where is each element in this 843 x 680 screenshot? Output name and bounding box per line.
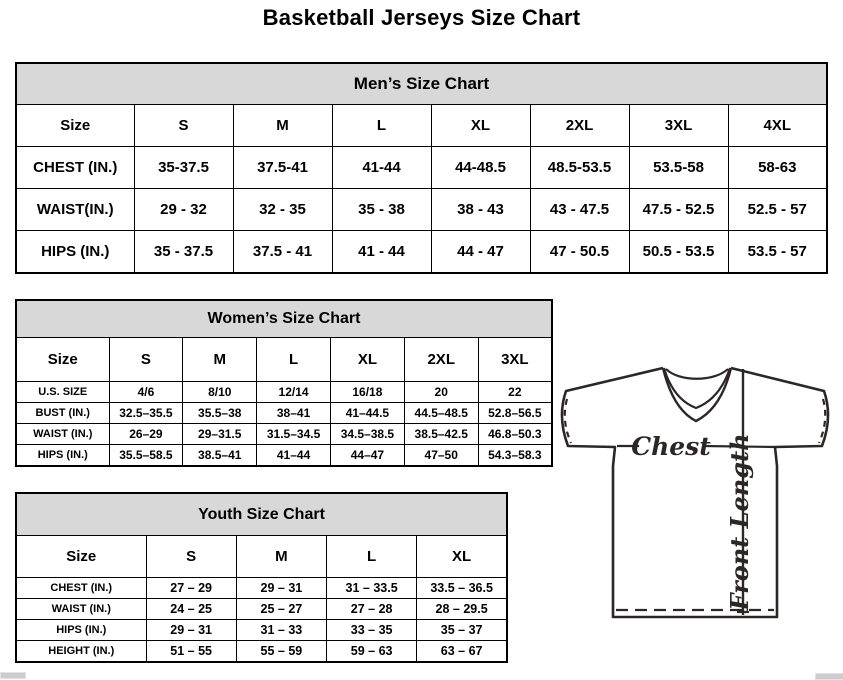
size-value-cell: 58-63	[728, 147, 827, 189]
row-label: U.S. SIZE	[16, 382, 109, 403]
size-value-cell: 46.8–50.3	[478, 424, 552, 445]
row-label: HIPS (IN.)	[16, 231, 134, 274]
column-header: XL	[431, 105, 530, 147]
size-value-cell: 16/18	[330, 382, 404, 403]
column-header: 2XL	[530, 105, 629, 147]
size-value-cell: 53.5 - 57	[728, 231, 827, 274]
size-value-cell: 27 – 28	[327, 599, 417, 620]
table-row	[16, 189, 827, 231]
column-header: L	[332, 105, 431, 147]
size-value-cell: 29 - 32	[134, 189, 233, 231]
table-row	[16, 403, 552, 424]
size-value-cell: 43 - 47.5	[530, 189, 629, 231]
row-label: WAIST(IN.)	[16, 189, 134, 231]
column-header: Size	[16, 536, 146, 578]
size-value-cell: 53.5-58	[629, 147, 728, 189]
column-header: S	[146, 536, 236, 578]
size-value-cell: 55 – 59	[236, 641, 326, 663]
chest-label: Chest	[631, 432, 711, 461]
size-value-cell: 52.5 - 57	[728, 189, 827, 231]
size-value-cell: 26–29	[109, 424, 183, 445]
horizontal-scrollbar-thumb[interactable]	[0, 672, 26, 679]
table-row	[16, 620, 507, 641]
front-length-label: Front Length	[725, 433, 754, 611]
size-value-cell: 38 - 43	[431, 189, 530, 231]
size-value-cell: 35 - 38	[332, 189, 431, 231]
size-value-cell: 41 - 44	[332, 231, 431, 274]
size-value-cell: 12/14	[257, 382, 331, 403]
mens-size-table	[15, 62, 828, 274]
size-value-cell: 41-44	[332, 147, 431, 189]
page-title: Basketball Jerseys Size Chart	[262, 5, 581, 30]
size-value-cell: 63 – 67	[417, 641, 507, 663]
size-value-cell: 38–41	[257, 403, 331, 424]
size-value-cell: 41–44	[257, 445, 331, 467]
column-header: XL	[417, 536, 507, 578]
column-header: 3XL	[629, 105, 728, 147]
size-value-cell: 35 – 37	[417, 620, 507, 641]
row-label: CHEST (IN.)	[16, 578, 146, 599]
size-value-cell: 54.3–58.3	[478, 445, 552, 467]
size-value-cell: 44-48.5	[431, 147, 530, 189]
size-value-cell: 4/6	[109, 382, 183, 403]
jersey-outline	[562, 368, 828, 617]
column-header: M	[183, 338, 257, 382]
size-value-cell: 48.5-53.5	[530, 147, 629, 189]
column-header: Size	[16, 105, 134, 147]
size-value-cell: 33 – 35	[327, 620, 417, 641]
table-caption: Men’s Size Chart	[16, 63, 827, 105]
size-value-cell: 31 – 33.5	[327, 578, 417, 599]
column-header-row	[16, 536, 507, 578]
column-header: L	[327, 536, 417, 578]
size-value-cell: 8/10	[183, 382, 257, 403]
table-row	[16, 445, 552, 467]
size-value-cell: 35.5–58.5	[109, 445, 183, 467]
table-row	[16, 641, 507, 663]
size-value-cell: 44.5–48.5	[404, 403, 478, 424]
column-header: M	[233, 105, 332, 147]
row-label: HIPS (IN.)	[16, 620, 146, 641]
womens-size-table	[15, 299, 553, 467]
row-label: HIPS (IN.)	[16, 445, 109, 467]
size-value-cell: 29 – 31	[236, 578, 326, 599]
size-value-cell: 35.5–38	[183, 403, 257, 424]
table-row	[16, 147, 827, 189]
size-value-cell: 31 – 33	[236, 620, 326, 641]
size-value-cell: 47.5 - 52.5	[629, 189, 728, 231]
size-value-cell: 34.5–38.5	[330, 424, 404, 445]
column-header-row	[16, 338, 552, 382]
size-value-cell: 47 - 50.5	[530, 231, 629, 274]
column-header: Size	[16, 338, 109, 382]
row-label: CHEST (IN.)	[16, 147, 134, 189]
size-value-cell: 29 – 31	[146, 620, 236, 641]
table-row	[16, 424, 552, 445]
size-value-cell: 59 – 63	[327, 641, 417, 663]
size-value-cell: 27 – 29	[146, 578, 236, 599]
table-caption: Youth Size Chart	[16, 493, 507, 536]
size-value-cell: 25 – 27	[236, 599, 326, 620]
size-value-cell: 33.5 – 36.5	[417, 578, 507, 599]
table-row	[16, 382, 552, 403]
column-header: S	[134, 105, 233, 147]
size-value-cell: 50.5 - 53.5	[629, 231, 728, 274]
size-value-cell: 38.5–41	[183, 445, 257, 467]
youth-size-table	[15, 492, 508, 663]
collar-outer-icon	[663, 368, 731, 421]
column-header: 2XL	[404, 338, 478, 382]
size-value-cell: 20	[404, 382, 478, 403]
table-row	[16, 231, 827, 274]
size-value-cell: 47–50	[404, 445, 478, 467]
column-header: 4XL	[728, 105, 827, 147]
size-value-cell: 37.5-41	[233, 147, 332, 189]
column-header: M	[236, 536, 326, 578]
column-header: S	[109, 338, 183, 382]
size-value-cell: 28 – 29.5	[417, 599, 507, 620]
column-header: 3XL	[478, 338, 552, 382]
table-caption: Women’s Size Chart	[16, 300, 552, 338]
size-value-cell: 51 – 55	[146, 641, 236, 663]
size-value-cell: 37.5 - 41	[233, 231, 332, 274]
size-value-cell: 35 - 37.5	[134, 231, 233, 274]
collar-back-icon	[666, 369, 728, 379]
size-value-cell: 32 - 35	[233, 189, 332, 231]
size-value-cell: 31.5–34.5	[257, 424, 331, 445]
jersey-measurement-diagram	[554, 354, 840, 630]
column-header: L	[257, 338, 331, 382]
size-value-cell: 44–47	[330, 445, 404, 467]
row-label: WAIST (IN.)	[16, 424, 109, 445]
size-value-cell: 22	[478, 382, 552, 403]
size-value-cell: 41–44.5	[330, 403, 404, 424]
column-header: XL	[330, 338, 404, 382]
size-value-cell: 35-37.5	[134, 147, 233, 189]
table-row	[16, 599, 507, 620]
size-value-cell: 29–31.5	[183, 424, 257, 445]
size-value-cell: 32.5–35.5	[109, 403, 183, 424]
row-label: BUST (IN.)	[16, 403, 109, 424]
size-value-cell: 24 – 25	[146, 599, 236, 620]
size-value-cell: 44 - 47	[431, 231, 530, 274]
size-value-cell: 52.8–56.5	[478, 403, 552, 424]
row-label: HEIGHT (IN.)	[16, 641, 146, 663]
size-value-cell: 38.5–42.5	[404, 424, 478, 445]
table-row	[16, 578, 507, 599]
column-header-row	[16, 105, 827, 147]
row-label: WAIST (IN.)	[16, 599, 146, 620]
